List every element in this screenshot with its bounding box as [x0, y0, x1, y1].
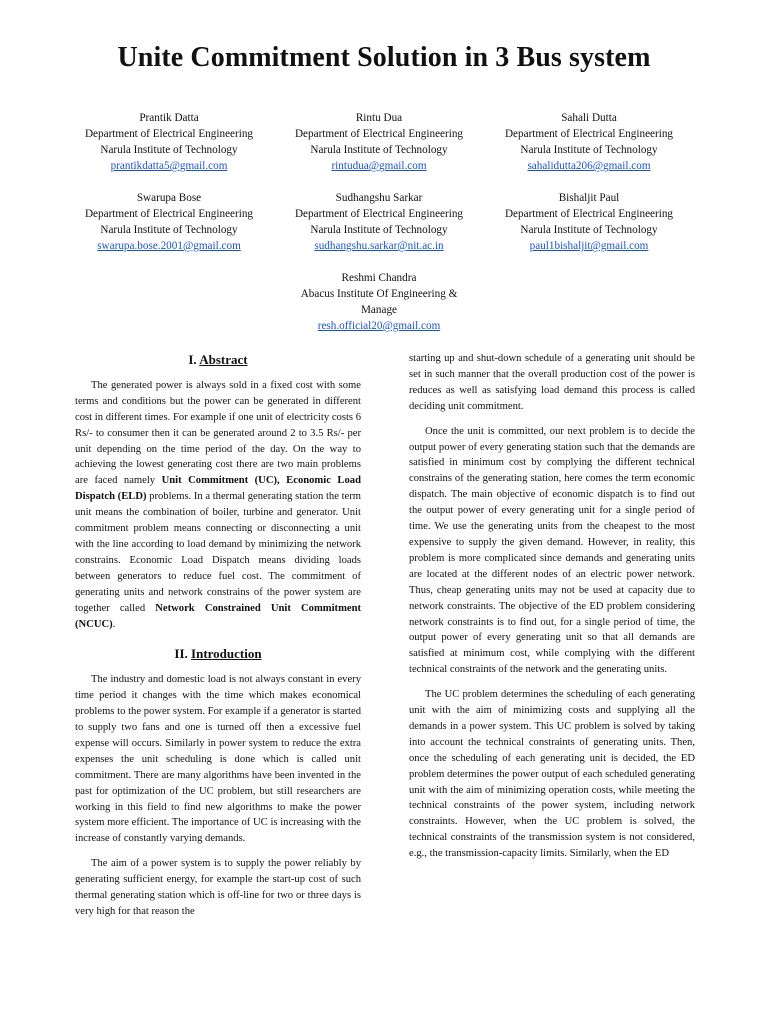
body-paragraph: The UC problem determines the scheduling of each generating unit with the aim of minimizing costs and supplying all the demands in a power system. This UC problem is solved by taking into account the technical constraints of generating units. Then, once the scheduling of each generating unit is decided, the ED problem determines the power output of each scheduled generating unit with the aim of minimizing operation costs, while meeting the technical constraints of the power system, including network constraints. However, when the UC problem is solved, the technical constraints of the transmission system is not considered, e.g., the transmission-capacity limits. Similarly, when the ED	[409, 689, 695, 860]
author-department: Abacus Institute Of Engineering &	[300, 288, 458, 300]
term-unit-commitment: Unit Commitment (UC),	[161, 475, 280, 487]
author-block	[274, 270, 484, 334]
section-number: II.	[174, 646, 192, 662]
introduction-paragraph: The aim of a power system is to supply the power reliably by generating sufficient energy, for example the start-up cost of such thermal generating station which is off-line for two or three days is very high for that reason the	[75, 858, 361, 917]
author-institution: Narula Institute of Technology	[520, 144, 658, 156]
author-institution: Narula Institute of Technology	[100, 224, 238, 236]
author-email-link[interactable]: paul1bishaljit@gmail.com	[529, 240, 649, 252]
author-block	[274, 190, 484, 254]
author-name: Rintu Dua	[355, 112, 403, 124]
author-email-link[interactable]: rintudua@gmail.com	[331, 160, 427, 172]
term-ncuc: Network Constrained Unit Commitment (NCUC)	[75, 602, 362, 630]
author-department: Department of Electrical Engineering	[84, 128, 254, 140]
author-name: Bishaljit Paul	[558, 192, 620, 204]
author-name: Reshmi Chandra	[341, 272, 417, 284]
body-paragraph: Once the unit is committed, our next problem is to decide the output power of every generating station such that the demands are satisfied in minimum cost by complying the different technical constrains of the generating station, here comes the term economic dispatch. The main objective of economic dispatch is to find out the output power of every generating unit for a single period of time. We use the generating units from the cheapest to the most expensive to supply the given demand. However, in reality, this problem is more complicated since demands and generating units are located at the different nodes of an electric power network. Thus, cheap generating units may not be used at capacity due to network constraints. The objective of the ED problem considering network constraints is to find out, for a single period of time, the output power of every generating unit so that all demands are satisfied at minimum cost, while complying with the different technical constraints of the network and the generating units.	[409, 425, 695, 676]
author-institution: Narula Institute of Technology	[100, 144, 238, 156]
author-block	[484, 190, 694, 254]
author-department: Department of Electrical Engineering	[504, 208, 674, 220]
author-block	[484, 110, 694, 174]
author-email-link[interactable]: prantikdatta5@gmail.com	[110, 160, 228, 172]
author-block	[274, 110, 484, 174]
author-name: Sudhangshu Sarkar	[335, 192, 423, 204]
section-title: Abstract	[199, 352, 248, 367]
right-column	[409, 351, 695, 871]
left-column	[75, 352, 361, 929]
author-block	[64, 190, 274, 254]
author-department: Department of Electrical Engineering	[84, 208, 254, 220]
section-number: I.	[188, 352, 200, 367]
author-email-link[interactable]: resh.official20@gmail.com	[317, 320, 441, 332]
author-name: Sahali Dutta	[561, 112, 617, 124]
introduction-paragraph: The industry and domestic load is not always constant in every time period it changes with the time which makes economical problems to the power system. For example if a generator is started to supply two fans and one is turned off then a excessive fuel expense will occurs. Similarly in power system to reduce the extra expenses the unit scheduling is done which is called unit commitment. There are many algorithms have been invented in the past for optimization of the UC problem, but still researchers are working in this field to find new algorithms to make the power system more efficient. The importance of UC is increasing with the increase of constantly varying demands.	[75, 674, 361, 845]
author-department: Department of Electrical Engineering	[294, 128, 464, 140]
term-economic-load-dispatch: Economic Load Dispatch (ELD)	[75, 475, 361, 503]
author-email-link[interactable]: sudhangshu.sarkar@nit.ac.in	[314, 240, 444, 252]
author-institution: Narula Institute of Technology	[520, 224, 658, 236]
abstract-paragraph	[75, 378, 361, 633]
author-name: Prantik Datta	[139, 112, 199, 124]
paper-title: Unite Commitment Solution in 3 Bus system	[117, 42, 651, 73]
author-institution: Narula Institute of Technology	[310, 224, 448, 236]
section-heading-introduction	[75, 646, 361, 662]
section-heading-abstract	[75, 352, 361, 368]
author-institution: Manage	[360, 304, 398, 316]
body-paragraph: starting up and shut-down schedule of a generating unit should be set in such manner that the overall production cost of the power is reduces as well as satisfying load demand this process is called deciding unit commitment.	[409, 353, 695, 412]
author-department: Department of Electrical Engineering	[504, 128, 674, 140]
author-name: Swarupa Bose	[136, 192, 202, 204]
author-email-link[interactable]: swarupa.bose.2001@gmail.com	[97, 240, 241, 252]
author-email-link[interactable]: sahalidutta206@gmail.com	[527, 160, 651, 172]
section-title: Introduction	[191, 646, 262, 662]
author-block	[64, 110, 274, 174]
abstract-text: The generated power is always sold in a fixed cost with some terms and conditions but the power can be generated in different cost in different times. For example if one unit of electricity costs 6 Rs/- to consumer then it can be generated around 2 to 3.5 Rs/- per unit depending on the time period of the day. On the way to achieving the lowest generating cost there are two main problems are faced namely	[75, 379, 361, 487]
abstract-text: .	[112, 618, 116, 630]
author-department: Department of Electrical Engineering	[294, 208, 464, 220]
author-institution: Narula Institute of Technology	[310, 144, 448, 156]
abstract-text: problems. In a thermal generating station the term unit means the combination of boiler, turbine and generator. Unit commitment problem means connecting or disconnecting a unit with the line according to load demand by minimizing the network constrains. Economic Load Dispatch means dividing loads between generators to reduce fuel cost. The commitment of generating units and network constrains of the power system are together called	[75, 491, 361, 614]
